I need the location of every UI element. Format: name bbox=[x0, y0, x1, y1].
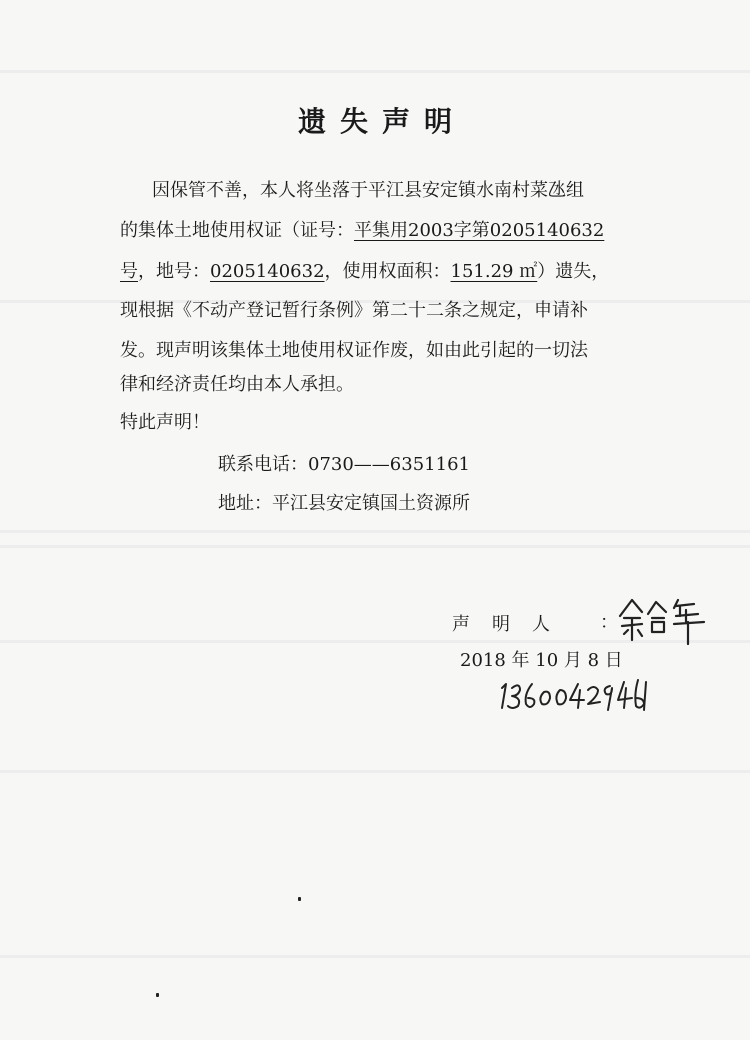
body-line-2 bbox=[120, 220, 604, 242]
declarant-colon: ： bbox=[600, 612, 618, 633]
signature-date: 2018 年 10 月 8 日 bbox=[460, 650, 623, 671]
contact-address: 地址：平江县安定镇国土资源所 bbox=[218, 493, 470, 514]
area-value: 151.29 ㎡ bbox=[450, 261, 538, 282]
body-line-5: 发。现声明该集体土地使用权证作废，如由此引起的一切法 bbox=[120, 340, 588, 361]
body-line-7: 特此声明！ bbox=[120, 412, 210, 433]
scan-artifact bbox=[0, 770, 750, 773]
scan-speck bbox=[298, 897, 301, 901]
declarant-label: 声明人 bbox=[452, 614, 572, 635]
scan-artifact bbox=[0, 545, 750, 548]
body-line-2-prefix: 的集体土地使用权证（证号： bbox=[120, 220, 354, 241]
body-line-1: 因保管不善，本人将坐落于平江县安定镇水南村菜氹组 bbox=[152, 180, 584, 201]
scan-artifact bbox=[0, 955, 750, 958]
body-line-3 bbox=[120, 261, 609, 283]
handwritten-name-signature bbox=[612, 592, 712, 652]
area-label: ，使用权面积： bbox=[324, 261, 451, 282]
contact-phone: 联系电话：0730——6351161 bbox=[218, 454, 470, 475]
certificate-number: 平集用2003字第0205140632 bbox=[354, 220, 605, 241]
scan-speck bbox=[156, 993, 159, 997]
scan-artifact bbox=[0, 70, 750, 73]
land-number: 0205140632 bbox=[210, 261, 325, 282]
document-title: 遗失声明 bbox=[297, 105, 466, 138]
handwritten-phone-number bbox=[498, 674, 648, 716]
body-line-3-suffix: ）遗失， bbox=[537, 261, 610, 282]
body-line-6: 律和经济责任均由本人承担。 bbox=[120, 374, 354, 395]
scan-artifact bbox=[0, 530, 750, 533]
certificate-number-suffix: 号 bbox=[120, 261, 138, 282]
land-number-label: ，地号： bbox=[138, 261, 210, 282]
body-line-4: 现根据《不动产登记暂行条例》第二十二条之规定，申请补 bbox=[120, 300, 588, 321]
